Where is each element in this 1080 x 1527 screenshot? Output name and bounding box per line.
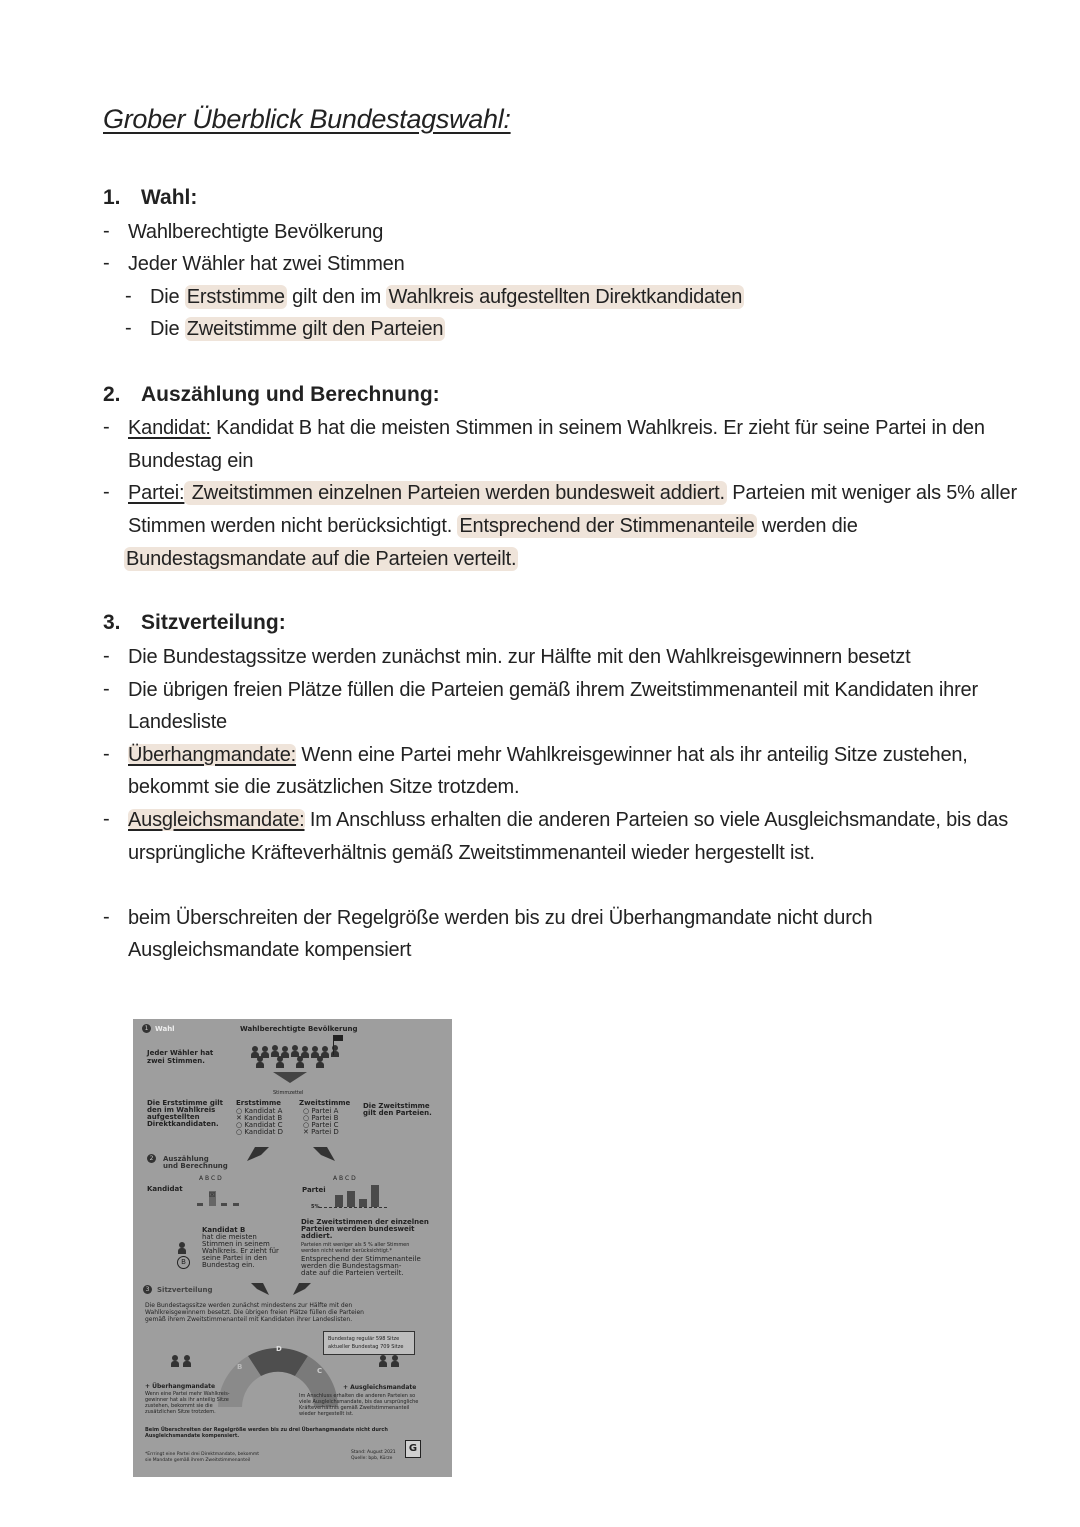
bullet-dash: - [103,743,110,765]
ausgleich-desc: viele Ausgleichsmandate, bis das ursprüngliche [299,1399,419,1405]
candidate-b-marker: B [177,1256,190,1269]
ballot-party: ✕ Partei D [303,1128,339,1136]
sub-bullet-erststimme: Die Erststimme gilt den im Wahlkreis aufgestellten Direktkandidaten [150,286,743,308]
infographic-photo [133,1019,452,1477]
arc-label-c: C [317,1367,323,1375]
ausgleich-desc: Kräfteverhältnis gemäß Zweitstimmenanteil [299,1405,410,1411]
arrow-down-icon [273,1072,307,1084]
zweitstimmen-desc: werden die Bundestagsman- [301,1262,402,1270]
bundestag-regular: Bundestag regulär 598 Sitze [328,1336,400,1342]
kandidat-b-desc: Bundestag ein. [202,1261,255,1269]
sitzverteilung-desc: Die Bundestagssitze werden zunächst mindestens zur Hälfte mit den [145,1302,353,1309]
sitzverteilung-desc: Wahlkreisgewinnern besetzt. Die übrigen freien Plätze füllen die Parteien [145,1309,364,1316]
term-ausgleichsmandate: Ausgleichsmandate: [128,809,305,831]
ballot-erststimme: Erststimme [236,1099,281,1107]
ueberhang-desc: + Überhangmandate [145,1383,216,1390]
erststimme-desc: den im Wahlkreis [147,1106,216,1114]
zweitstimmen-desc: Die Zweitstimmen der einzelnen [301,1218,429,1226]
arrow-down-left-icon [293,1283,311,1295]
bullet-zwei-stimmen: Jeder Wähler hat zwei Stimmen [128,253,405,275]
highlight: Bundestagsmandate auf die Parteien verteilt. [126,548,517,570]
footnote: *Errringt eine Partei drei Direktmandate, bekommt [145,1452,260,1457]
section-number: 2. [103,383,121,406]
zweitstimmen-desc: addiert. [301,1232,333,1240]
bullet-ueberhangmandate: Überhangmandate: Wenn eine Partei mehr Wahlkreisgewinner hat als ihr anteilig Sitze zustehen, [128,744,968,766]
zweitstimme-desc: gilt den Parteien. [363,1109,432,1117]
ballot-candidate: ✕ Kandidat B [236,1114,283,1122]
candidate-icon [178,1242,186,1254]
term-kandidat: Kandidat: [128,417,211,439]
erststimme-desc: Direktkandidaten. [147,1120,219,1128]
bullet-dash: - [103,808,110,830]
ballot-party: ○ Partei A [303,1107,339,1115]
ballot-candidate: ○ Kandidat D [236,1128,284,1136]
highlight: Zweitstimmen einzelnen Parteien werden bundesweit addiert. [186,482,725,504]
regelgroesse-note: Beim Überschreiten der Regelgröße werden bis zu drei Überhangmandate nicht durch [145,1427,388,1433]
step-title-auszaehlung: Auszählung [163,1155,209,1163]
ballot-candidate: ○ Kandidat A [236,1107,283,1115]
bullet-wahlberechtigte: Wahlberechtigte Bevölkerung [128,221,384,243]
zweitstimmen-desc: Entsprechend der Stimmenanteile [301,1255,421,1263]
step-badge-1: 1 [142,1024,151,1033]
bullet-dash: - [103,678,110,700]
kandidat-b-desc: hat die meisten [202,1233,257,1241]
bullet-regelgroesse-cont: Ausgleichsmandate kompensiert [128,939,412,961]
cross-mark-icon: ☒ [209,1191,216,1199]
ballot-party: ○ Partei B [303,1114,339,1122]
candidate-letters: A B C D [199,1175,222,1182]
term-ueberhangmandate: Überhangmandate: [128,744,297,766]
sub-bullet-zweitstimme: Die Zweitstimme gilt den Parteien [150,318,444,340]
party-letters: A B C D [333,1175,356,1182]
bullet-partei-cont [124,543,518,575]
term-partei: Partei: [128,482,185,504]
page-title: Grober Überblick Bundestagswahl: [103,104,511,134]
ballot-party: ○ Partei C [303,1121,339,1129]
jeder-waehler-text: zwei Stimmen. [147,1057,205,1065]
zweitstimmen-desc: Parteien mit weniger als 5 % aller Stimmen [301,1242,410,1248]
bullet-regelgroesse: beim Überschreiten der Regelgröße werden bis zu drei Überhangmandate nicht durch [128,907,873,929]
bullet-freie-plaetze-cont: Landesliste [128,711,227,733]
ueberhang-desc: zusätzlichen Sitze trotzdem. [145,1409,216,1415]
arrow-down-right-icon [251,1283,269,1295]
step-title-auszaehlung: und Berechnung [163,1162,228,1170]
highlight: Wahlkreis aufgestellten Direktkandidaten [388,286,743,308]
publisher-logo: G [405,1440,421,1458]
arrow-down-left-icon [247,1147,269,1161]
section-number: 3. [103,611,121,634]
ballot-candidate: ○ Kandidat C [236,1121,283,1129]
zweitstimmen-desc: date auf die Parteien verteilt. [301,1269,404,1277]
section-title: Sitzverteilung: [141,611,286,634]
threshold-line [319,1207,387,1208]
wahlberechtigte-label: Wahlberechtigte Bevölkerung [240,1025,358,1033]
ballot-zweitstimme: Zweitstimme [299,1099,351,1107]
arrow-down-right-icon [313,1147,335,1161]
jeder-waehler-text: Jeder Wähler hat [147,1049,214,1057]
kandidat-b-desc: Kandidat B [202,1226,246,1234]
bullet-dash: - [103,252,110,274]
kandidat-b-desc: Stimmen in seinem [202,1240,270,1248]
ueberhang-desc: zustehen, bekommt sie die [145,1403,213,1409]
bullet-partei-cont: Stimmen werden nicht berücksichtigt. Entsprechend der Stimmenanteile werden die [128,515,858,537]
step-badge-3: 3 [143,1285,152,1294]
erststimme-desc: Die Erststimme gilt [147,1099,223,1107]
bundestag-current: aktueller Bundestag 709 Sitze [328,1344,404,1350]
highlight: Entsprechend der Stimmenanteile [459,515,755,537]
highlight: Erststimme [186,286,285,308]
step-badge-2: 2 [147,1154,156,1163]
zweitstimmen-desc: werden nicht weiter berücksichtigt.* [301,1248,393,1254]
highlight: Zweitstimme gilt den Parteien [186,318,444,340]
step-title-sitzverteilung: Sitzverteilung [157,1286,213,1294]
source-stand: Stand: August 2021 [351,1450,396,1455]
regelgroesse-note: Ausgleichsmandate kompensiert. [145,1433,240,1439]
section-heading-sitzverteilung [103,611,286,635]
kandidat-b-desc: seine Partei in den [202,1254,267,1262]
arc-label-b: B [237,1363,243,1371]
source-quelle: Quelle: bpb, Kürze [351,1456,393,1461]
bullet-freie-plaetze: Die übrigen freien Plätze füllen die Parteien gemäß ihrem Zweitstimmenanteil mit Kandidaten ihrer [128,679,978,701]
bullet-kandidat-cont: Bundestag ein [128,450,254,472]
bullet-dash: - [103,906,110,928]
section-heading-wahl [103,186,197,210]
partei-label: Partei [302,1186,326,1194]
bullet-dash: - [103,481,110,503]
kandidat-b-desc: Wahlkreis. Er zieht für [202,1247,279,1255]
sub-bullet-dash: - [125,285,132,307]
section-title: Wahl: [141,186,198,209]
kandidat-label: Kandidat [147,1185,183,1193]
bullet-ausgleichsmandate-cont: ursprüngliche Kräfteverhältnis gemäß Zweitstimmenanteil wieder hergestellt ist. [128,842,815,864]
sub-bullet-dash: - [125,317,132,339]
section-title: Auszählung und Berechnung: [141,383,440,406]
bullet-dash: - [103,645,110,667]
bullet-kandidat: Kandidat: Kandidat B hat die meisten Stimmen in seinem Wahlkreis. Er zieht für seine Partei in den [128,417,985,439]
bullet-dash: - [103,416,110,438]
bullet-bundestagssitze: Die Bundestagssitze werden zunächst min. zur Hälfte mit den Wahlkreisgewinnern besetzt [128,646,911,668]
section-number: 1. [103,186,121,209]
zweitstimme-desc: Die Zweitstimme [363,1102,430,1110]
erststimme-desc: aufgestellten [147,1113,200,1121]
ueberhang-desc: gewinner hat als ihr anteilig Sitze [145,1397,229,1403]
ueberhang-desc: Wenn eine Partei mehr Wahlkreis- [145,1391,230,1397]
bullet-dash: - [103,220,110,242]
step-title-wahl: Wahl [155,1025,175,1033]
arc-label-d: D [276,1345,282,1353]
ausgleich-desc: wieder hergestellt ist. [299,1411,354,1417]
bullet-ueberhangmandate-cont: bekommt sie die zusätzlichen Sitze trotzdem. [128,776,520,798]
ausgleich-desc: + Ausgleichsmandate [343,1384,417,1391]
bullet-ausgleichsmandate: Ausgleichsmandate: Im Anschluss erhalten die anderen Parteien so viele Ausgleichsmandate, bis das [128,809,1009,831]
sitzverteilung-desc: gemäß ihrem Zweitstimmenanteil mit Kandidaten ihrer Landeslisten. [145,1316,353,1323]
stimmzettel-label: Stimmzettel [273,1090,304,1096]
ausgleich-desc: Im Anschluss erhalten die anderen Parteien so [299,1393,416,1399]
threshold-label: 5% [311,1204,320,1210]
zweitstimmen-desc: Parteien werden bundesweit [301,1225,415,1233]
bullet-partei: Partei: Zweitstimmen einzelnen Parteien werden bundesweit addiert. Parteien mit weniger als 5% aller [128,482,1017,504]
footnote: sie Mandate gemäß ihrem Zweitstimmenanteil [145,1458,251,1463]
section-heading-auszaehlung [103,383,440,407]
